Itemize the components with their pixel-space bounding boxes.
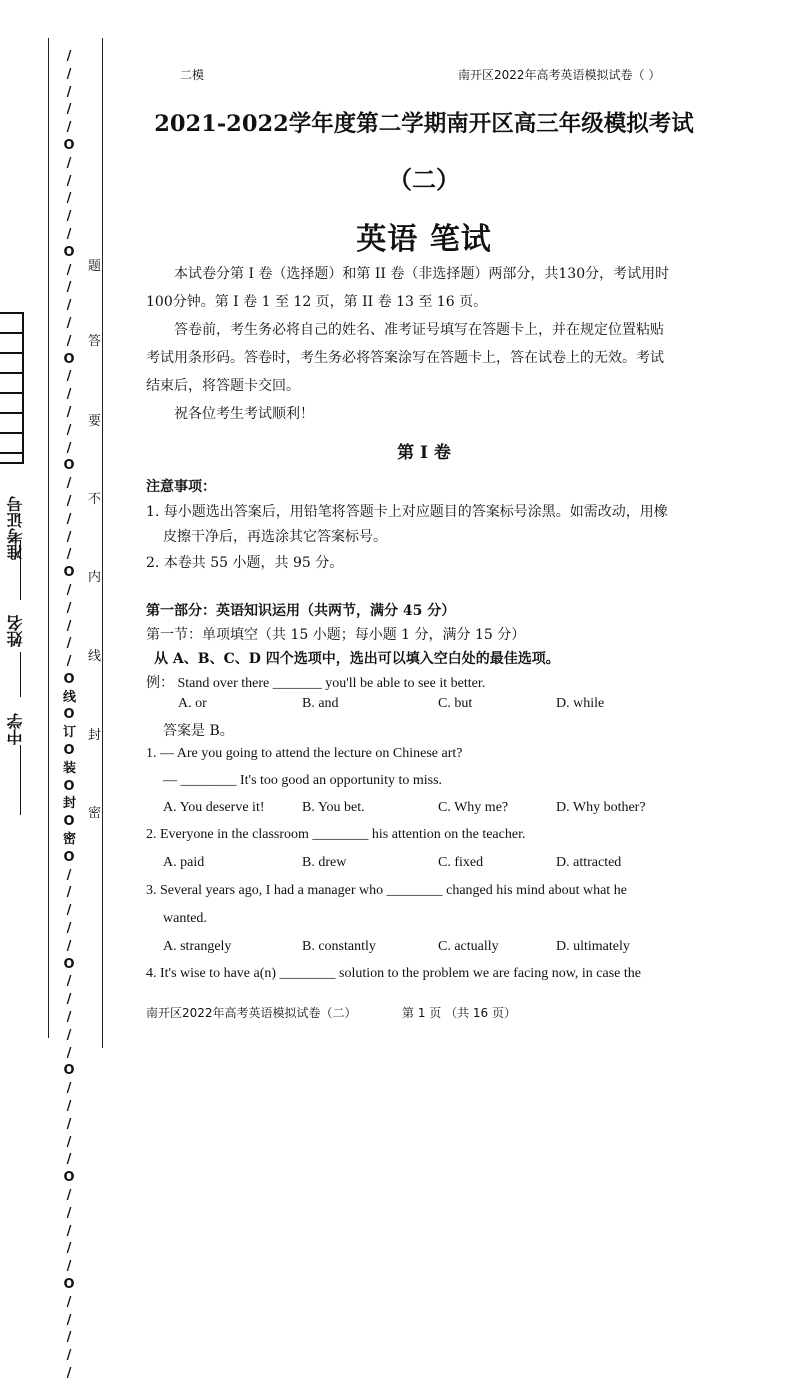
intro-wish: 祝各位考生考试顺利！	[174, 406, 314, 422]
question-option: C. fixed	[438, 855, 484, 870]
notice-heading: 注意事项：	[146, 479, 216, 495]
question-stem: 2. Everyone in the classroom ________ his attention on the teacher.	[146, 827, 526, 842]
question-option: B. constantly	[302, 939, 376, 954]
instruction: 从 A、B、C、D 四个选项中，选出可以填入空白处的最佳选项。	[154, 651, 560, 667]
example-answer: 答案是 B。	[163, 723, 234, 739]
exam-subtitle: （二）	[388, 165, 460, 194]
example-option: B. and	[302, 696, 339, 711]
question-stem: 3. Several years ago, I had a manager who ________ changed his mind about what he	[146, 883, 627, 898]
seal-char: 线	[88, 649, 102, 664]
exam-id-label: 准考证号	[6, 496, 25, 560]
question-option: A. strangely	[163, 939, 232, 954]
intro-line: 结束后，将答题卡交回。	[146, 378, 300, 394]
intro-line: 100分钟。第 I 卷 1 至 12 页，第 II 卷 13 至 16 页。	[146, 294, 488, 310]
example-stem: 例： Stand over there _______ you'll be able to see it better.	[146, 676, 486, 691]
intro-line: 本试卷分第 I 卷（选择题）和第 II 卷（非选择题）两部分，共130分，考试用时	[174, 266, 670, 282]
notice-item: 1. 每小题选出答案后，用铅笔将答题卡上对应题目的答案标号涂黑。如需改动，用橡	[146, 504, 668, 520]
question-option: A. You deserve it!	[163, 800, 265, 815]
notice-item: 2. 本卷共 55 小题，共 95 分。	[146, 555, 344, 571]
seal-char: 内	[88, 570, 102, 585]
example-option: C. but	[438, 696, 473, 711]
header-left: 二模	[180, 68, 205, 82]
header-right: 南开区2022年高考英语模拟试卷（ ）	[458, 68, 661, 82]
section-title: 第 I 卷	[397, 443, 451, 463]
question-option: D. ultimately	[556, 939, 630, 954]
question-stem-cont: — ________ It's too good an opportunity to miss.	[163, 773, 443, 788]
school-label: 中学	[6, 713, 25, 745]
exam-id-boxes	[0, 312, 24, 464]
name-label: 姓名	[6, 615, 25, 647]
name-underline	[20, 652, 21, 697]
question-stem: 4. It's wise to have a(n) ________ solution to the problem we are facing now, in case the	[146, 966, 641, 981]
subject-title: 英语 笔试	[356, 222, 492, 257]
seal-char: 密	[88, 806, 102, 821]
intro-line: 考试用条形码。答卷时，考生务必将答案涂写在答题卡上，答在试卷上的无效。考试	[146, 350, 664, 366]
question-option: C. actually	[438, 939, 499, 954]
question-option: D. attracted	[556, 855, 622, 870]
footer-left: 南开区2022年高考英语模拟试卷（二）	[146, 1006, 357, 1020]
seal-char: 要	[88, 414, 102, 429]
section1-heading: 第一节：单项填空（共 15 小题；每小题 1 分，满分 15 分）	[146, 627, 526, 643]
example-option: D. while	[556, 696, 605, 711]
binding-line-inner	[102, 38, 103, 1048]
question-option: B. drew	[302, 855, 347, 870]
question-option: B. You bet.	[302, 800, 365, 815]
notice-item: 皮擦干净后，再选涂其它答案标号。	[163, 529, 387, 545]
seal-char: 答	[88, 334, 102, 349]
binding-line-outer	[48, 38, 49, 1038]
question-stem-cont: wanted.	[163, 911, 207, 926]
intro-line: 答卷前，考生务必将自己的姓名、准考证号填写在答题卡上，并在规定位置粘贴	[174, 322, 664, 338]
question-option: C. Why me?	[438, 800, 509, 815]
footer-page: 第 1 页 （共 16 页）	[402, 1006, 516, 1020]
school-underline	[20, 745, 21, 815]
seal-char: 题	[88, 259, 102, 274]
question-option: D. Why bother?	[556, 800, 646, 815]
part1-heading: 第一部分：英语知识运用（共两节，满分 45 分）	[146, 603, 456, 619]
seal-char: 封	[88, 728, 102, 743]
question-stem: 1. — Are you going to attend the lecture on Chinese art?	[146, 746, 463, 761]
exam-title: 2021-2022学年度第二学期南开区高三年级模拟考试	[154, 111, 694, 137]
seal-char: 不	[88, 492, 102, 507]
question-option: A. paid	[163, 855, 205, 870]
example-option: A. or	[178, 696, 207, 711]
exam-id-underline	[20, 540, 21, 600]
seal-line-pattern: / / / / / O / / / / / O / / / / / O / / / / / O / / / / / O / / / / / O 线 O 订 O 装 O 封 O 密 O / / / / / O / / / / / O / / / / / O / / / / / O / / / / /	[63, 49, 77, 1381]
